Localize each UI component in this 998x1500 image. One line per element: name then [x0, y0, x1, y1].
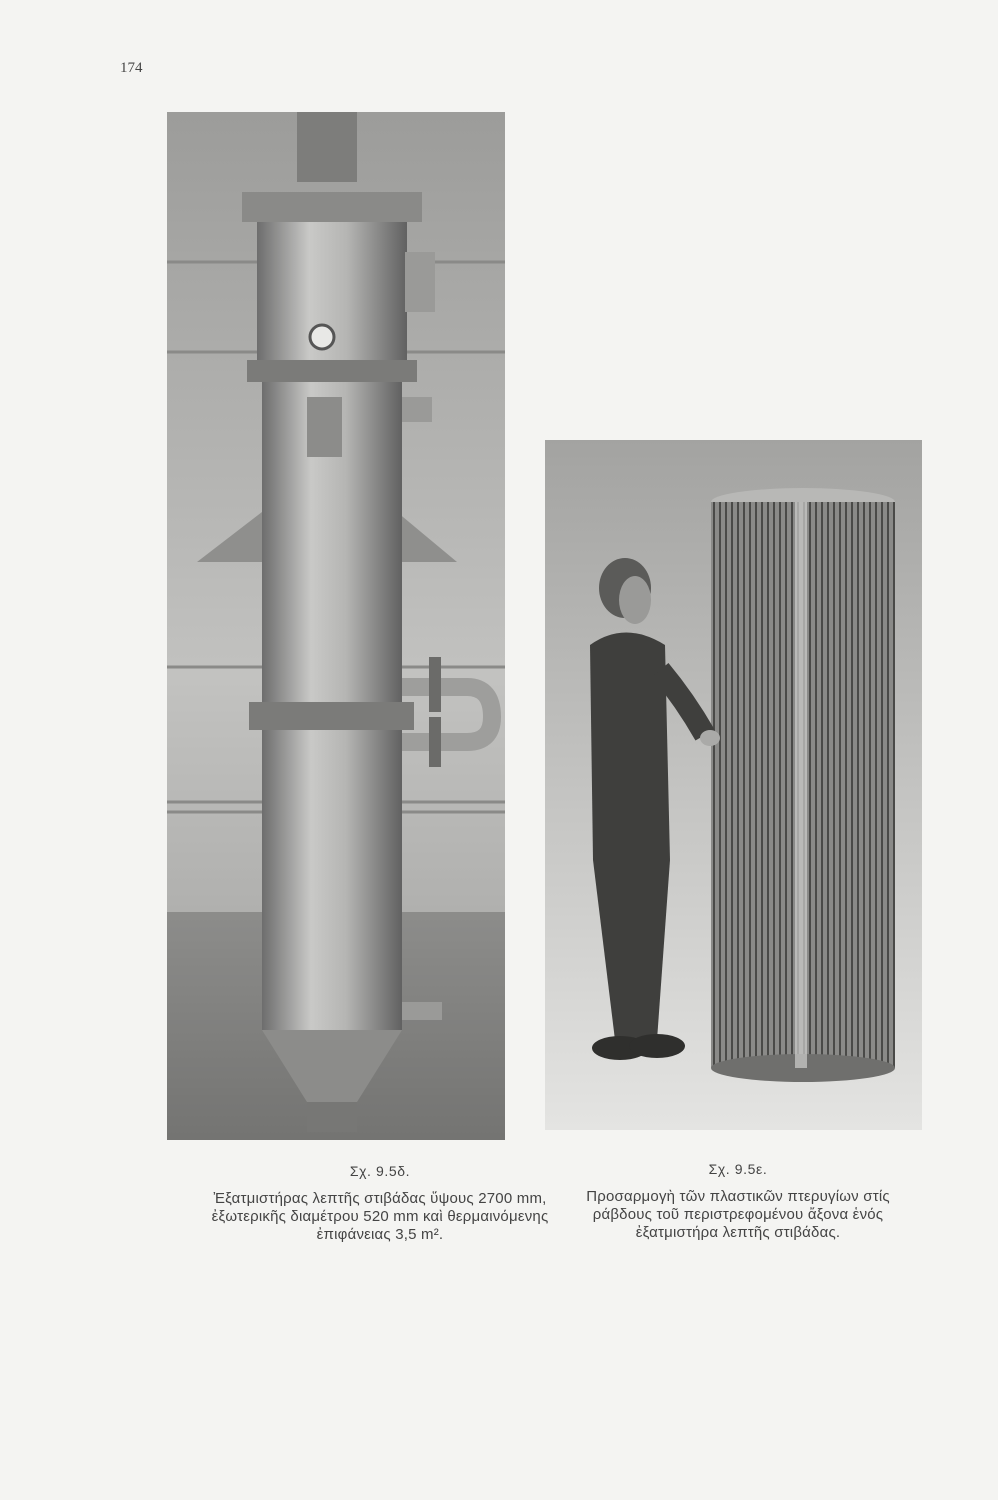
evaporator-photo — [167, 112, 505, 1140]
figure-text-left: Ἐξατμιστήρας λεπτῆς στιβάδας ὕψους 2700 mm, ἐξωτερικῆς διαμέτρου 520 mm καὶ θερμαινόμενης ἐπιφάνειας 3,5 m². — [211, 1190, 549, 1243]
figure-caption-right — [548, 1160, 928, 1242]
figure-label-right: Σχ. 9.5ε. — [708, 1161, 768, 1177]
page-number: 174 — [120, 60, 143, 76]
figure-text-right: Προσαρμογὴ τῶν πλαστικῶν πτερυγίων στίς ράβδους τοῦ περιστρεφομένου ἄξονα ἑνός ἐξατμιστήρα λεπτῆς στιβάδας. — [586, 1188, 890, 1241]
figure-caption-left — [200, 1162, 560, 1244]
figure-label-left: Σχ. 9.5δ. — [349, 1163, 411, 1179]
rotor-photo — [545, 440, 922, 1130]
